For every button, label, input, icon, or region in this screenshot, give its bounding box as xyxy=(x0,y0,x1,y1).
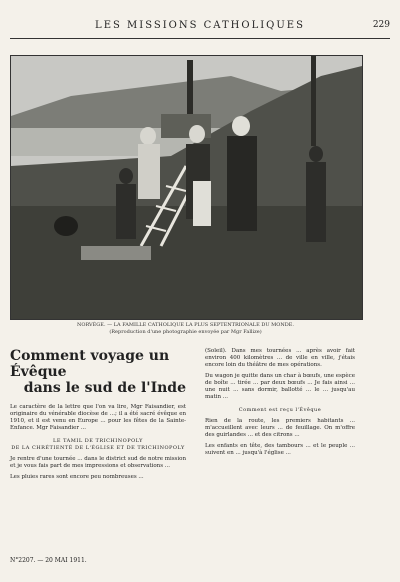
header-rule xyxy=(10,38,390,39)
journal-title: LES MISSIONS CATHOLIQUES xyxy=(95,20,305,31)
photo-caption-line1: NORVÈGE. — LA FAMILLE CATHOLIQUE LA PLUS SEPTENTRIONALE DU MONDE. xyxy=(76,322,294,328)
article-subhead xyxy=(10,438,186,452)
article-section-heading: Comment est reçu l'Évêque xyxy=(238,407,322,413)
article-paragraph: (Soleil). Dans mes tournées ... après avoir fait environ 400 kilomètres ... de ville en ville, j'étais encore loin du théâtre de mes opérations. xyxy=(205,348,355,368)
subhead-line1: LE TAMIL DE TRICHINOPOLY xyxy=(53,438,143,444)
photograph xyxy=(10,55,363,320)
page-number: 229 xyxy=(372,20,390,30)
article-paragraph: Je rentre d'une tournée ... dans le district sud de notre mission et je vous fais part de mes impressions et observations ... xyxy=(10,456,186,469)
page-header xyxy=(10,20,390,36)
subhead-line2: DE LA CHRÉTIENTÉ DE L'ÉGLISE ET DE TRICHINOPOLY xyxy=(11,445,185,451)
article-paragraph: Du wagon je quitte dans un char à bœufs, une espèce de boîte ... tirée ... par deux bœufs ... Je fais ainsi ... une nuit ... sans dormir, ballotté ... le ... jusqu'au matin ... xyxy=(205,373,355,400)
article-paragraph: Rien de la route, les premiers habitants ... m'accueillent avec leurs ... de feuillage. On m'offre des guirlandes ... et des citrons ... xyxy=(205,418,355,438)
article-right-column xyxy=(205,348,355,461)
article-headline xyxy=(10,348,186,396)
issue-footer: N°2207. — 20 MAI 1911. xyxy=(10,557,87,564)
article-paragraph: Les enfants en tête, des tambours ... et le peuple ... suivent en ... jusqu'à l'église ... xyxy=(205,443,355,456)
headline-line2: dans le sud de l'Inde xyxy=(23,380,186,396)
photo-caption xyxy=(10,322,361,336)
headline-line1: Comment voyage un Évêque xyxy=(10,348,170,380)
article-intro: Le caractère de la lettre que l'on va lire, Mgr Faisandier, est originaire du vénérable diocèse de ...; il a été sacré évêque en 1910, et il est venu en Europe ... pour les fêtes de la Sainte-Enfance. Mgr Faisandier ... xyxy=(10,404,186,431)
photo-caption-line2: (Reproduction d'une photographie envoyée par Mgr Fallize) xyxy=(109,329,262,335)
article-left-column xyxy=(10,348,186,485)
photo-illustration xyxy=(11,56,362,319)
article-paragraph: Les pluies rares sont encore peu nombreuses ... xyxy=(10,474,144,480)
